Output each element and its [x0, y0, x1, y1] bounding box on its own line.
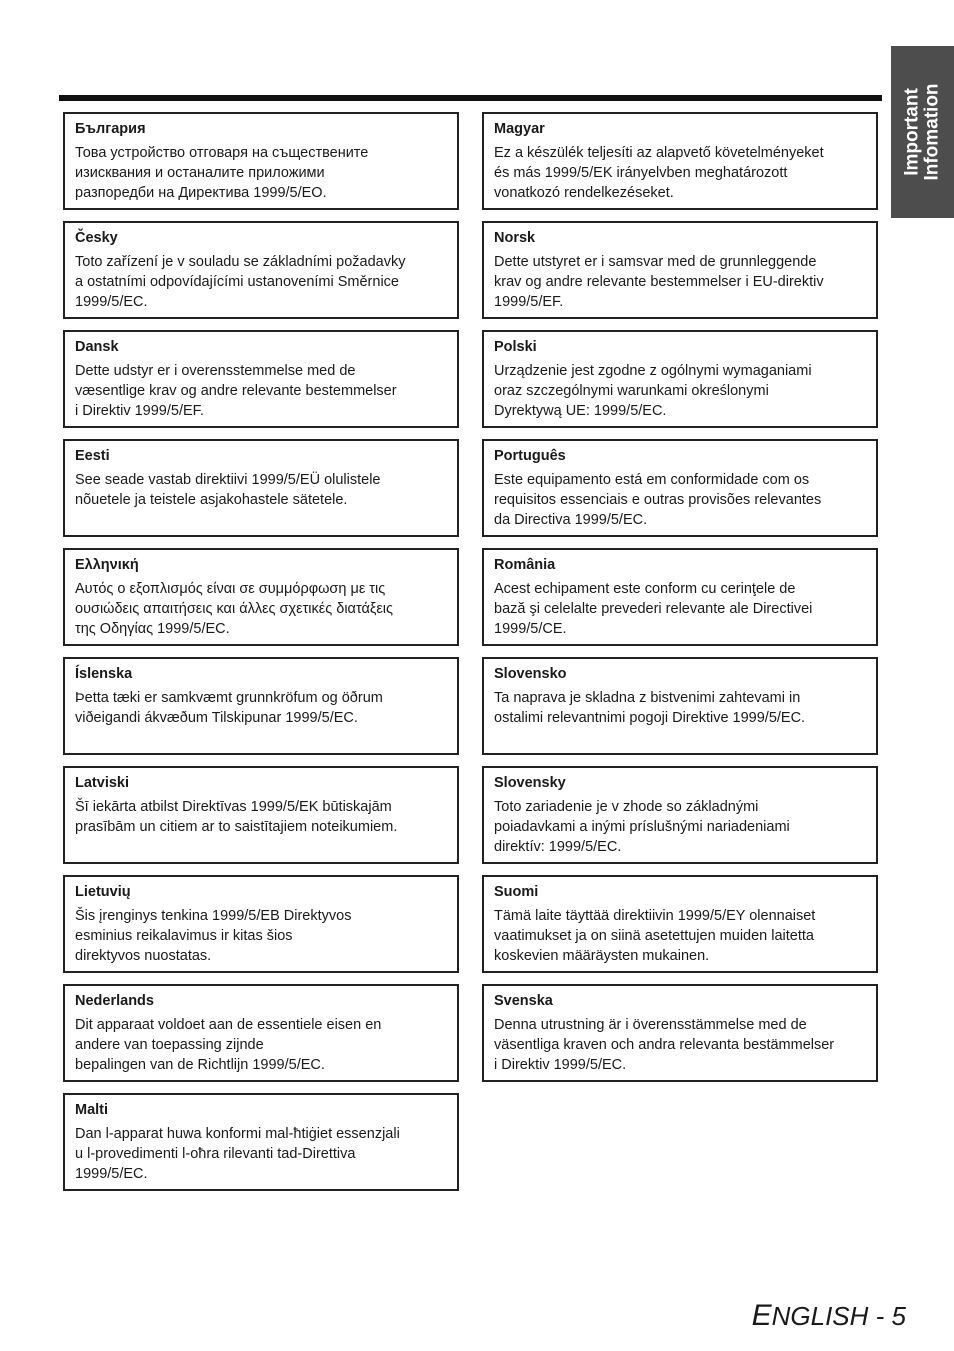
declaration-text: Urządzenie jest zgodne z ogólnymi wymaganiami oraz szczególnymi warunkami określonymi Dyrektywą UE: 1999/5/EC.: [494, 363, 812, 419]
declaration-text: Šis įrenginys tenkina 1999/5/EB Direktyvos esminius reikalavimus ir kitas šios direktyvos nuostatas.: [75, 908, 352, 964]
section-tab-line1: Important: [901, 88, 923, 176]
language-name: Magyar: [494, 121, 545, 137]
declaration-box-ro: [482, 548, 878, 646]
declaration-text: Dit apparaat voldoet aan de essentiele eisen en andere van toepassing zijnde bepalingen van de Richtlijn 1999/5/EC.: [75, 1017, 382, 1073]
language-name: Norsk: [494, 230, 536, 246]
language-name: Lietuvių: [75, 884, 131, 900]
declaration-text: Šī iekārta atbilst Direktīvas 1999/5/EK būtiskajām prasībām un citiem ar to saistītajiem noteikumiem.: [75, 799, 398, 835]
declaration-box-sl: [482, 657, 878, 755]
declaration-text: Este equipamento está em conformidade com os requisitos essenciais e outras provisões relevantes da Directiva 1999/5/EC.: [494, 472, 822, 528]
declaration-text: Toto zařízení je v souladu se základními požadavky a ostatními odpovídajícími ustanoveními Směrnice 1999/5/EC.: [75, 254, 406, 310]
declaration-box-nl: [63, 984, 459, 1082]
declaration-text: Ta naprava je skladna z bistvenimi zahtevami in ostalimi relevantnimi pogoji Direktive 1999/5/EC.: [494, 690, 806, 726]
declaration-text: Това устройство отговаря на съществените изисквания и останалите приложими разпоредби на Директива 1999/5/ЕО.: [75, 145, 369, 201]
declaration-text: Αυτός ο εξοπλισμός είναι σε συμμόρφωση με τις ουσιώδεις απαιτήσεις και άλλες σχετικές διατάξεις της Οδηγίας 1999/5/EC.: [75, 581, 394, 637]
language-name: Slovensko: [494, 666, 567, 682]
declaration-box-lt: [63, 875, 459, 973]
language-name: Latviski: [75, 775, 129, 791]
declaration-text: Toto zariadenie je v zhode so základnými poiadavkami a inými príslušnými nariadeniami direktív: 1999/5/EC.: [494, 799, 790, 855]
declaration-box-bg: [63, 112, 459, 210]
declaration-text: Dette utstyret er i samsvar med de grunnleggende krav og andre relevante bestemmelser i EU-direktiv 1999/5/EF.: [494, 254, 824, 310]
language-name: Slovensky: [494, 775, 566, 791]
page-footer: [752, 1298, 906, 1334]
declaration-box-pl: [482, 330, 878, 428]
declaration-text: Acest echipament este conform cu cerinţele de bază şi celelalte prevederi relevante ale Directivei 1999/5/CE.: [494, 581, 813, 637]
top-rule: [59, 95, 882, 101]
declaration-box-lv: [63, 766, 459, 864]
declaration-box-hu: [482, 112, 878, 210]
declaration-box-da: [63, 330, 459, 428]
language-name: Polski: [494, 339, 537, 355]
section-tab-line2: Infomation: [921, 83, 943, 181]
declaration-text: See seade vastab direktiivi 1999/5/EÜ olulistele nõuetele ja teistele asjakohastele sätetele.: [75, 472, 381, 508]
language-name: România: [494, 557, 556, 573]
declaration-box-sk: [482, 766, 878, 864]
language-name: Suomi: [494, 884, 539, 900]
declaration-box-pt: [482, 439, 878, 537]
language-name: Dansk: [75, 339, 119, 355]
language-name: Nederlands: [75, 993, 154, 1009]
language-name: Íslenska: [75, 666, 133, 682]
declaration-box-et: [63, 439, 459, 537]
declaration-box-cs: [63, 221, 459, 319]
declaration-box-fi: [482, 875, 878, 973]
declaration-box-el: [63, 548, 459, 646]
declaration-text: Ez a készülék teljesíti az alapvető követelményeket és más 1999/5/EK irányelvben meghatározott vonatkozó rendelkezéseket.: [494, 145, 824, 201]
language-name: Svenska: [494, 993, 553, 1009]
language-name: Português: [494, 448, 566, 464]
language-name: Česky: [75, 230, 118, 246]
declaration-box-mt: [63, 1093, 459, 1191]
declaration-text: Dan l-apparat huwa konformi mal-ħtiġiet essenzjali u l-provedimenti l-oħra rilevanti tad-Direttiva 1999/5/EC.: [75, 1126, 400, 1182]
language-name: България: [75, 121, 146, 137]
declaration-text: Tämä laite täyttää direktiivin 1999/5/EY olennaiset vaatimukset ja on siinä asetettujen muiden laitetta koskevien määräysten mukainen.: [494, 908, 816, 964]
language-name: Malti: [75, 1102, 109, 1118]
declaration-box-no: [482, 221, 878, 319]
language-name: Ελληνική: [75, 557, 139, 573]
declaration-box-is: [63, 657, 459, 755]
declaration-text: Þetta tæki er samkvæmt grunnkröfum og öðrum viðeigandi ákvæðum Tilskipunar 1999/5/EC.: [75, 690, 383, 726]
footer-initial: E: [751, 1299, 772, 1332]
language-name: Eesti: [75, 448, 110, 464]
footer-page-label: NGLISH - 5: [771, 1301, 906, 1331]
declaration-text: Dette udstyr er i overensstemmelse med de væsentlige krav og andre relevante bestemmelser i Direktiv 1999/5/EF.: [75, 363, 397, 419]
declaration-box-sv: [482, 984, 878, 1082]
section-tab: [891, 46, 954, 218]
declaration-text: Denna utrustning är i överensstämmelse med de väsentliga kraven och andra relevanta bestämmelser i Direktiv 1999/5/EC.: [494, 1017, 835, 1073]
